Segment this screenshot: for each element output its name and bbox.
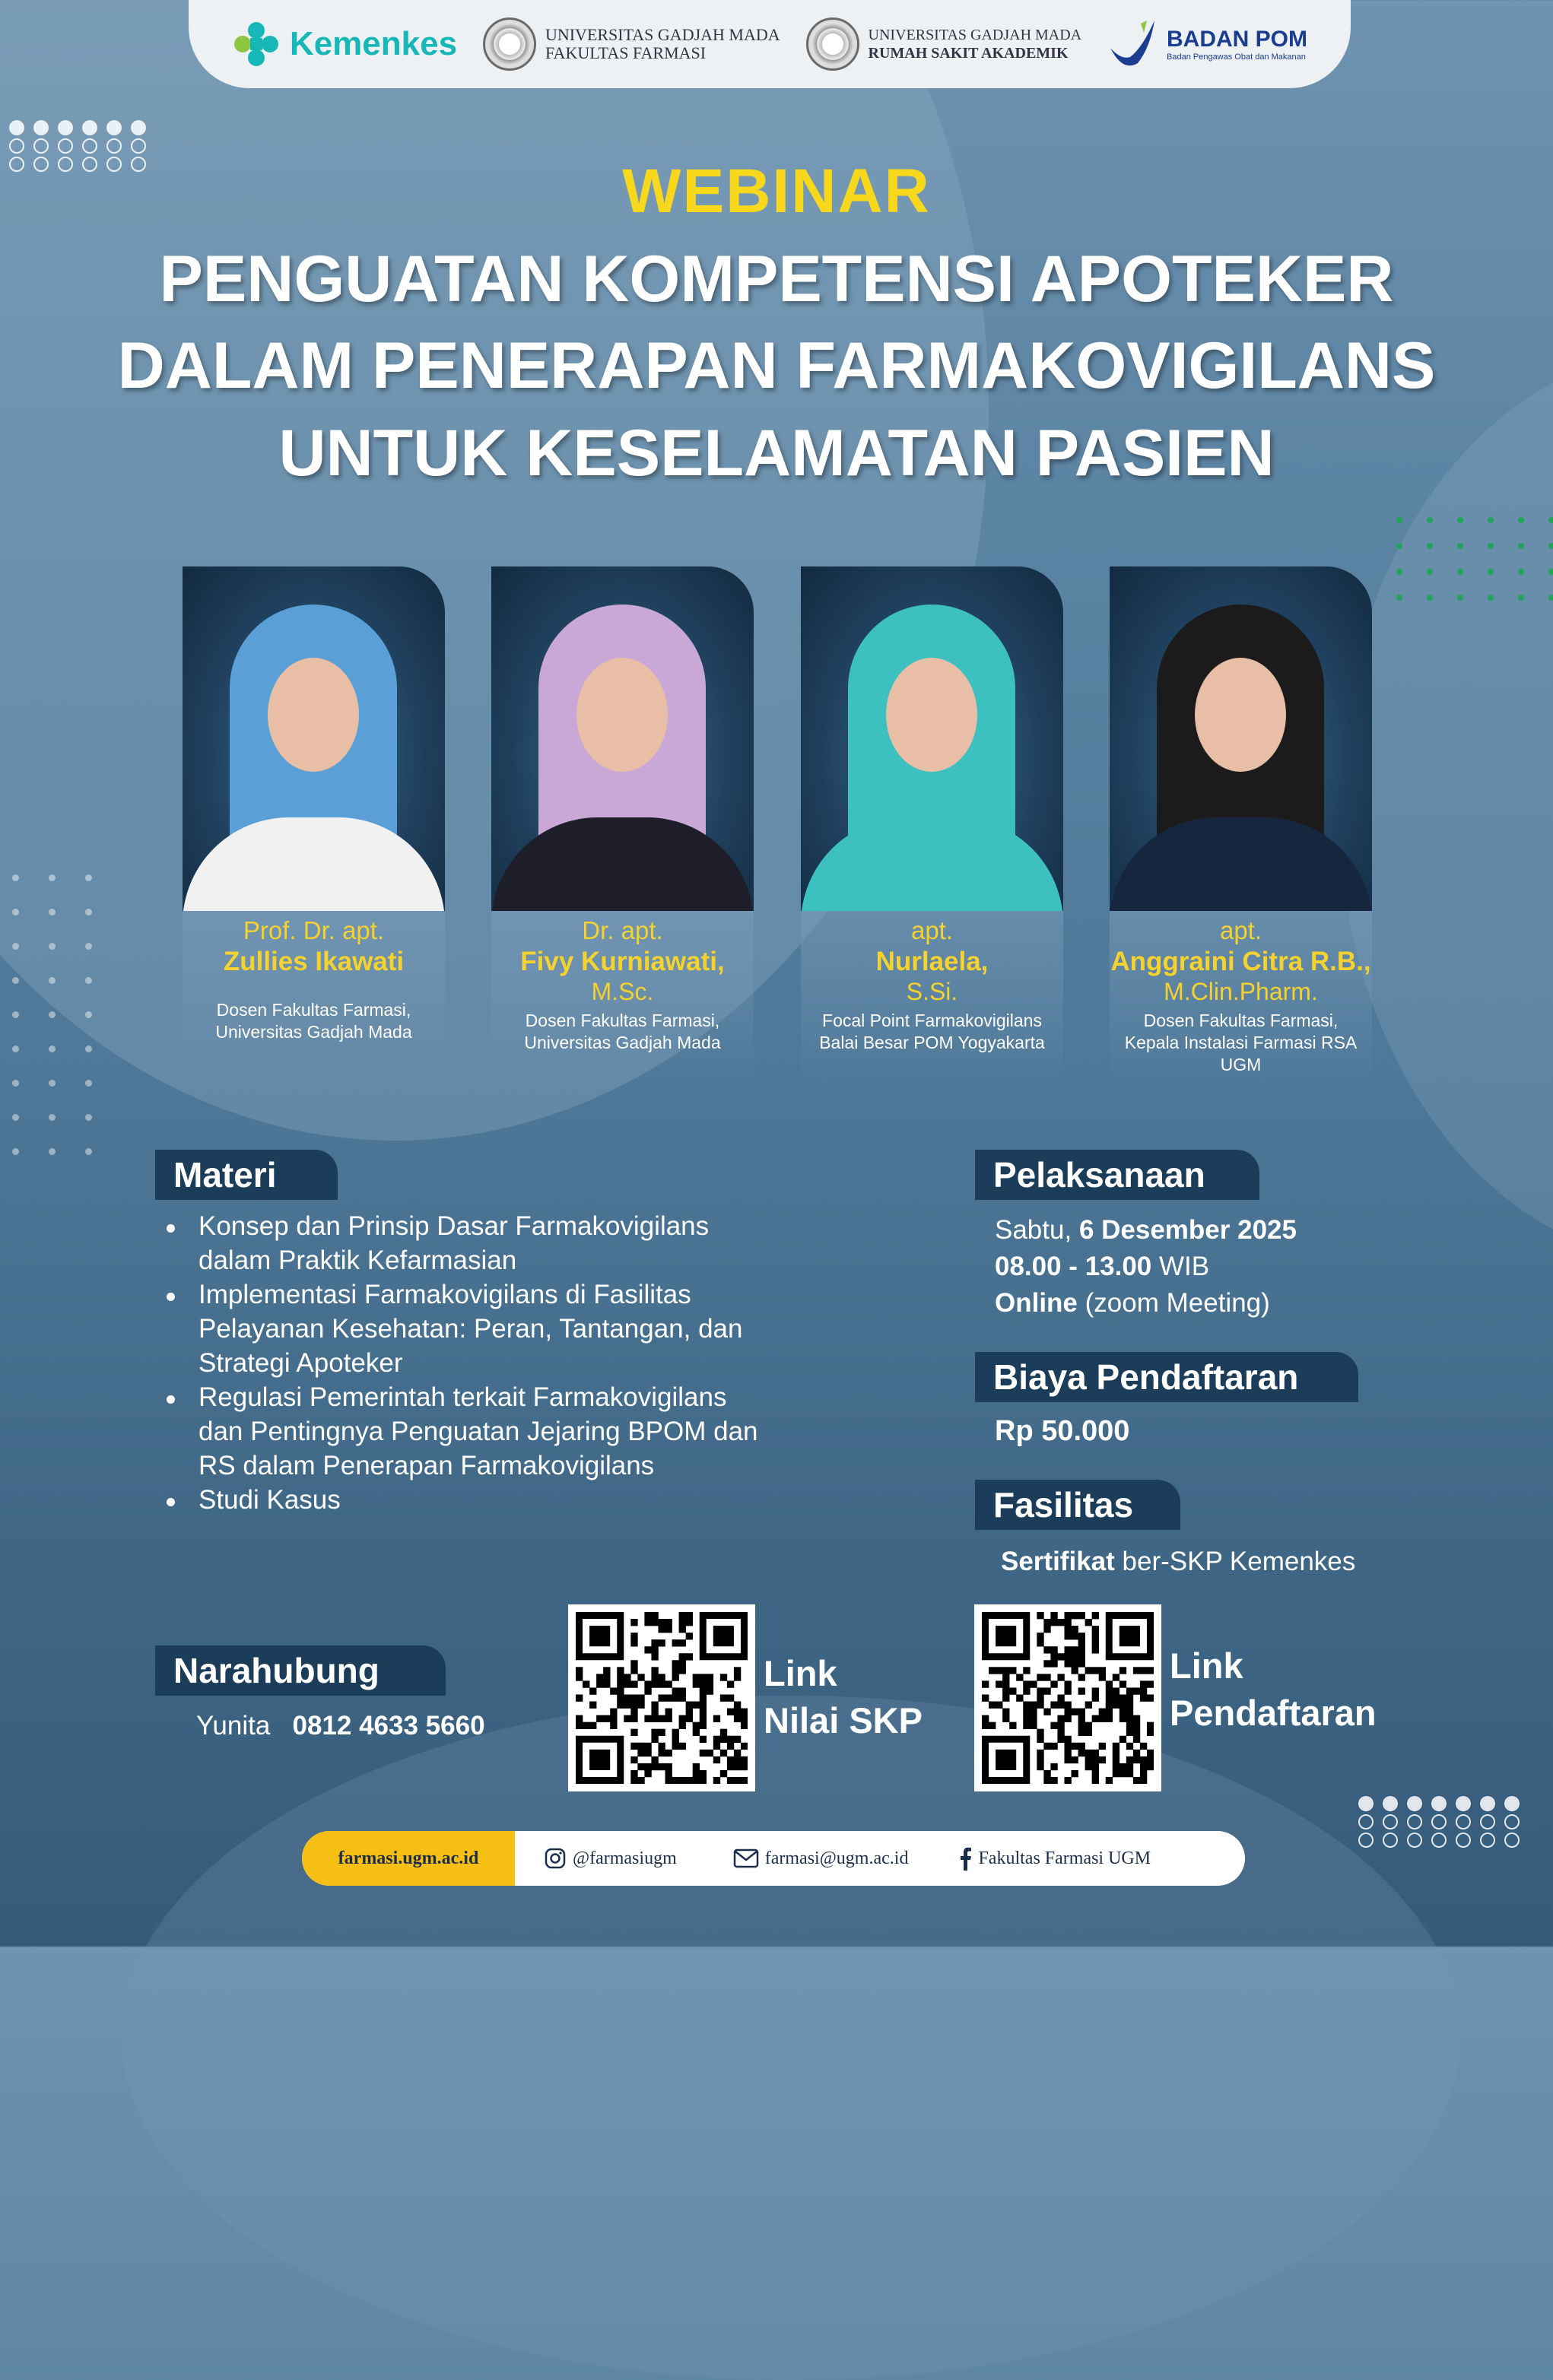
- fasilitas-details: [1001, 1544, 1355, 1580]
- dot: [1488, 543, 1494, 549]
- contact-phone[interactable]: 0812 4633 5660: [292, 1711, 485, 1741]
- list-item: Konsep dan Prinsip Dasar Farmakovigilans dalam Praktik Kefarmasian: [164, 1209, 772, 1277]
- dot: [1431, 1814, 1447, 1829]
- kemenkes-icon: [232, 20, 281, 68]
- instagram-handle: @farmasiugm: [573, 1848, 677, 1868]
- speaker-photo: [1110, 566, 1372, 911]
- speaker-role: Dosen Fakultas Farmasi,: [525, 1011, 720, 1030]
- pelaksanaan-details: [995, 1212, 1297, 1322]
- decorative-dots: [1358, 1796, 1529, 1848]
- contact-name: Yunita: [196, 1711, 271, 1741]
- dot: [1456, 1796, 1471, 1811]
- dot: [85, 909, 92, 916]
- speaker-card: [1110, 566, 1372, 1078]
- facebook-page: Fakultas Farmasi UGM: [978, 1848, 1151, 1868]
- ugm-seal-icon: [806, 17, 859, 71]
- speaker-name: Fivy Kurniawati,: [520, 947, 725, 976]
- face: [886, 658, 977, 772]
- qr-code-skp[interactable]: [568, 1604, 755, 1791]
- logo-text: UNIVERSITAS GADJAH MADA: [868, 27, 1082, 43]
- biaya-value: Rp 50.000: [995, 1415, 1130, 1447]
- speaker-suffix: M.Sc.: [591, 978, 654, 1005]
- list-item: Implementasi Farmakovigilans di Fasilitas Pelayanan Kesehatan: Peran, Tantangan, dan Strategi Apoteker: [164, 1277, 772, 1380]
- logo-text: Badan Pengawas Obat dan Makanan: [1167, 52, 1306, 62]
- speaker-prefix: Prof. Dr. apt.: [243, 916, 385, 944]
- dot: [1396, 517, 1402, 523]
- speaker-caption: [183, 911, 445, 1078]
- dot: [12, 943, 19, 950]
- dot: [85, 1011, 92, 1018]
- dot: [49, 1046, 56, 1052]
- dot: [1358, 1833, 1374, 1848]
- speaker-photo: [491, 566, 754, 911]
- dot: [49, 1011, 56, 1018]
- logo-text: RUMAH SAKIT AKADEMIK: [868, 45, 1069, 62]
- dot: [49, 1080, 56, 1087]
- dot: [9, 138, 24, 154]
- speaker-role: Focal Point Farmakovigilans: [822, 1011, 1042, 1030]
- speaker-role: Dosen Fakultas Farmasi,: [1143, 1011, 1339, 1030]
- logo-bar: [189, 0, 1351, 88]
- speaker-suffix: S.Si.: [906, 978, 958, 1005]
- time: 08.00 - 13.00: [995, 1252, 1152, 1281]
- list-item: Regulasi Pemerintah terkait Farmakovigilans dan Pentingnya Penguatan Jejaring BPOM dan RS dalam Penerapan Farmakovigilans: [164, 1380, 772, 1483]
- clothing: [183, 817, 445, 911]
- dot: [1427, 543, 1433, 549]
- qr-code-pendaftaran[interactable]: [974, 1604, 1161, 1791]
- dot: [12, 1114, 19, 1121]
- logo-text: UNIVERSITAS GADJAH MADA: [545, 25, 780, 44]
- fasilitas-heading: Fasilitas: [975, 1480, 1180, 1530]
- biaya-heading: Biaya Pendaftaran: [975, 1352, 1358, 1402]
- fasilitas-rest: ber-SKP Kemenkes: [1122, 1547, 1356, 1576]
- instagram-link[interactable]: [544, 1847, 677, 1870]
- dot: [1431, 1796, 1447, 1811]
- face: [268, 658, 359, 772]
- dot: [1518, 517, 1524, 523]
- instagram-icon: [544, 1847, 567, 1870]
- date: 6 Desember 2025: [1078, 1215, 1297, 1245]
- dot: [82, 120, 97, 135]
- dot: [85, 1148, 92, 1155]
- dot: [85, 1080, 92, 1087]
- dot: [85, 943, 92, 950]
- dot: [12, 909, 19, 916]
- dot: [1358, 1796, 1374, 1811]
- speaker-caption: [801, 911, 1063, 1078]
- background-circle: [122, 1696, 1460, 2380]
- dot: [85, 977, 92, 984]
- dot: [49, 977, 56, 984]
- kemenkes-logo: [232, 20, 457, 68]
- dot: [1548, 543, 1553, 549]
- speaker-name: Nurlaela,: [875, 947, 989, 976]
- speaker-role: Balai Besar POM Yogyakarta: [819, 1033, 1045, 1052]
- speaker-photo: [801, 566, 1063, 911]
- speaker-suffix: M.Clin.Pharm.: [1164, 978, 1318, 1005]
- speaker-role: Universitas Gadjah Mada: [524, 1033, 721, 1052]
- webinar-label: WEBINAR: [622, 157, 931, 226]
- fasilitas-bold: Sertifikat: [1001, 1547, 1115, 1576]
- speaker-role: Universitas Gadjah Mada: [215, 1022, 412, 1042]
- dot: [85, 1114, 92, 1121]
- dot: [12, 1148, 19, 1155]
- decorative-dots: [1396, 517, 1553, 601]
- dot: [1548, 595, 1553, 601]
- dot: [12, 1080, 19, 1087]
- dot: [1456, 1814, 1471, 1829]
- speaker-card: [491, 566, 754, 1078]
- timezone: WIB: [1159, 1252, 1210, 1281]
- dot: [12, 1011, 19, 1018]
- pelaksanaan-heading: Pelaksanaan: [975, 1150, 1259, 1200]
- materi-heading: Materi: [155, 1150, 338, 1200]
- dot: [1358, 1814, 1374, 1829]
- dot: [1407, 1833, 1422, 1848]
- qr-pendaftaran-label: [1170, 1642, 1377, 1737]
- speaker-card: [183, 566, 445, 1078]
- mode: Online: [995, 1288, 1078, 1318]
- dot: [1548, 569, 1553, 575]
- materi-list: [164, 1209, 772, 1517]
- qr-label-line: Link: [764, 1653, 837, 1693]
- dot: [49, 909, 56, 916]
- dot: [1396, 543, 1402, 549]
- speaker-name: Zullies Ikawati: [223, 947, 405, 976]
- dot: [1396, 595, 1402, 601]
- dot: [58, 120, 73, 135]
- speaker-caption: [491, 911, 754, 1078]
- clothing: [491, 817, 754, 911]
- dot: [131, 120, 146, 135]
- dot: [1431, 1833, 1447, 1848]
- dot: [1407, 1814, 1422, 1829]
- bpom-logo: [1107, 17, 1307, 71]
- dot: [1504, 1814, 1520, 1829]
- dot: [1548, 517, 1553, 523]
- speaker-prefix: apt.: [910, 916, 954, 944]
- dot: [1518, 595, 1524, 601]
- dot: [9, 120, 24, 135]
- speaker-name: Anggraini Citra R.B.,: [1110, 947, 1371, 976]
- platform: (zoom Meeting): [1085, 1288, 1270, 1318]
- dot: [106, 120, 122, 135]
- dot: [1488, 569, 1494, 575]
- dot: [1457, 543, 1463, 549]
- website-link[interactable]: farmasi.ugm.ac.id: [302, 1831, 515, 1886]
- dot: [131, 138, 146, 154]
- dot: [33, 120, 49, 135]
- dot: [49, 874, 56, 881]
- dot: [1457, 595, 1463, 601]
- dot: [1456, 1833, 1471, 1848]
- dot: [12, 1046, 19, 1052]
- email-link[interactable]: [733, 1848, 909, 1869]
- mail-icon: [733, 1848, 759, 1868]
- dot: [1383, 1814, 1398, 1829]
- title-line: DALAM PENERAPAN FARMAKOVIGILANS: [117, 329, 1436, 402]
- logo-text: BADAN POM: [1167, 27, 1308, 52]
- clothing: [1110, 817, 1372, 911]
- face: [1195, 658, 1286, 772]
- day: Sabtu,: [995, 1215, 1072, 1245]
- dot: [12, 874, 19, 881]
- dot: [1396, 569, 1402, 575]
- dot: [12, 977, 19, 984]
- dot: [1427, 595, 1433, 601]
- title-line: UNTUK KESELAMATAN PASIEN: [278, 417, 1275, 490]
- facebook-icon: [958, 1846, 972, 1871]
- dot: [1383, 1796, 1398, 1811]
- qr-skp-label: [764, 1650, 923, 1744]
- dot: [1427, 569, 1433, 575]
- footer-bar: [302, 1831, 1245, 1886]
- narahubung-heading: Narahubung: [155, 1645, 446, 1696]
- qr-label-line: Nilai SKP: [764, 1700, 923, 1741]
- dot: [1457, 517, 1463, 523]
- dot: [49, 1114, 56, 1121]
- decorative-dots: [12, 874, 122, 1155]
- dot: [1504, 1796, 1520, 1811]
- speaker-caption: [1110, 911, 1372, 1078]
- dot: [1480, 1796, 1495, 1811]
- list-item: Studi Kasus: [164, 1483, 772, 1517]
- ugm-seal-icon: [483, 17, 536, 71]
- title-line: PENGUATAN KOMPETENSI APOTEKER: [159, 243, 1394, 316]
- dot: [49, 943, 56, 950]
- qr-label-line: Link: [1170, 1645, 1243, 1686]
- dot: [49, 1148, 56, 1155]
- dot: [85, 1046, 92, 1052]
- dot: [1457, 569, 1463, 575]
- dot: [1480, 1814, 1495, 1829]
- facebook-link[interactable]: [958, 1846, 1151, 1871]
- bpom-swoosh-icon: [1107, 17, 1158, 71]
- clothing: [801, 817, 1063, 911]
- dot: [1518, 543, 1524, 549]
- dot: [85, 874, 92, 881]
- email-address: farmasi@ugm.ac.id: [764, 1848, 909, 1868]
- logo-text: FAKULTAS FARMASI: [545, 43, 707, 62]
- speaker-card: [801, 566, 1063, 1078]
- narahubung-details: [196, 1708, 485, 1744]
- dot: [1480, 1833, 1495, 1848]
- kemenkes-wordmark: Kemenkes: [289, 25, 458, 62]
- ugm-rsa-logo: [806, 17, 1082, 71]
- face: [576, 658, 668, 772]
- dot: [58, 138, 73, 154]
- speaker-prefix: apt.: [1219, 916, 1262, 944]
- dot: [82, 138, 97, 154]
- qr-label-line: Pendaftaran: [1170, 1693, 1377, 1733]
- dot: [1488, 595, 1494, 601]
- dot: [1427, 517, 1433, 523]
- speaker-role: Kepala Instalasi Farmasi RSA UGM: [1124, 1033, 1358, 1074]
- speaker-photo: [183, 566, 445, 911]
- ugm-farmasi-logo: [483, 17, 780, 71]
- dot: [1504, 1833, 1520, 1848]
- qr-code-icon: [982, 1612, 1154, 1784]
- speaker-role: Dosen Fakultas Farmasi,: [216, 1000, 411, 1020]
- dot: [1383, 1833, 1398, 1848]
- speaker-prefix: Dr. apt.: [582, 916, 663, 944]
- dot: [106, 138, 122, 154]
- dot: [33, 138, 49, 154]
- dot: [1518, 569, 1524, 575]
- qr-code-icon: [576, 1612, 748, 1784]
- dot: [1407, 1796, 1422, 1811]
- dot: [1488, 517, 1494, 523]
